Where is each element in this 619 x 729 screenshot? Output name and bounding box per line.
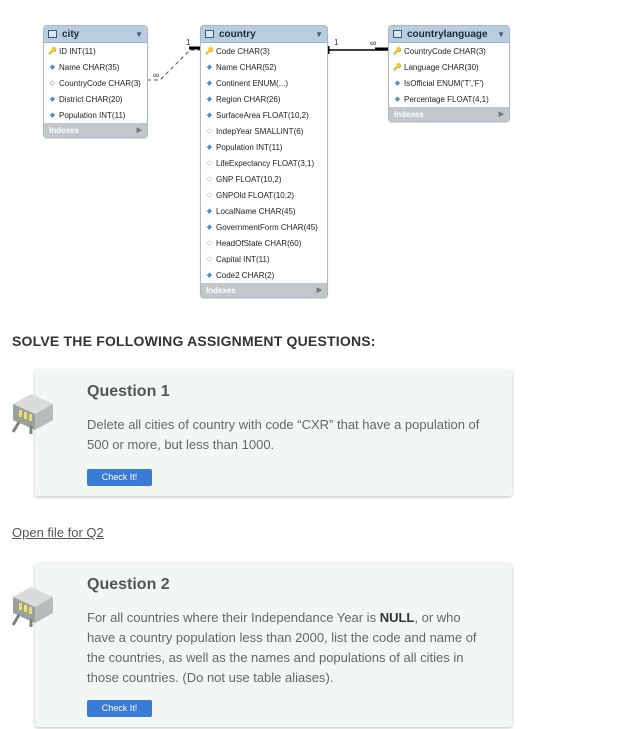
server-illustration-icon: [7, 579, 63, 627]
check-it-button[interactable]: Check It!: [87, 469, 152, 486]
column-row: [201, 123, 327, 139]
column-label: Name CHAR(52): [216, 62, 277, 72]
table-name: countrylanguage: [407, 28, 488, 40]
table-countrylanguage[interactable]: [388, 25, 510, 122]
diamond-icon: ◆: [206, 272, 213, 279]
diamond-icon: ◆: [394, 80, 401, 87]
column-row: [201, 107, 327, 123]
question-text: Delete all cities of country with code “CXR” that have a population of 500 or more, but less than 1000.: [87, 417, 480, 452]
indexes-label: Indexes: [394, 109, 424, 119]
indexes-bar[interactable]: [44, 123, 147, 137]
diamond-icon: ◆: [49, 96, 56, 103]
column-row: [201, 267, 327, 283]
column-row: [201, 235, 327, 251]
diamond-icon: ◆: [206, 96, 213, 103]
column-row: [201, 251, 327, 267]
column-row: [201, 75, 327, 91]
column-row: [201, 139, 327, 155]
column-row: [201, 187, 327, 203]
page-heading: SOLVE THE FOLLOWING ASSIGNMENT QUESTIONS:: [12, 333, 376, 349]
column-row: [201, 43, 327, 59]
diamond-icon: ◆: [206, 224, 213, 231]
column-label: GNP FLOAT(10,2): [216, 174, 282, 184]
column-row: [389, 59, 509, 75]
indexes-label: Indexes: [206, 285, 236, 295]
column-label: Population INT(11): [59, 110, 126, 120]
question-card-1: [35, 370, 512, 496]
question-text-part: , or who have a country population less than 2000, list the code and name of the countries, as well as the names and populations of all cities in those countries. (Do not use table aliases).: [87, 610, 477, 685]
column-label: Code2 CHAR(2): [216, 270, 275, 280]
diamond-outline-icon: ◇: [206, 256, 213, 263]
column-label: CountryCode CHAR(3): [404, 46, 486, 56]
column-label: HeadOfState CHAR(60): [216, 238, 302, 248]
column-label: Region CHAR(26): [216, 94, 281, 104]
column-row: [44, 59, 147, 75]
diamond-icon: ◆: [206, 64, 213, 71]
check-it-button[interactable]: Check It!: [87, 700, 152, 717]
key-icon: 🔑: [393, 64, 402, 71]
column-row: [44, 91, 147, 107]
rel-lang-one: 1: [334, 38, 339, 47]
open-file-link[interactable]: Open file for Q2: [12, 525, 104, 540]
indexes-label: Indexes: [49, 125, 79, 135]
column-row: [44, 75, 147, 91]
question-card-2: [35, 563, 512, 727]
column-label: IndepYear SMALLINT(6): [216, 126, 304, 136]
table-name: country: [219, 28, 256, 40]
table-icon: [393, 30, 402, 38]
column-row: [389, 75, 509, 91]
column-row: [201, 155, 327, 171]
table-header[interactable]: [201, 26, 327, 43]
diamond-icon: ◆: [49, 64, 56, 71]
er-diagram: [0, 0, 619, 310]
column-label: ID INT(11): [59, 46, 96, 56]
column-label: CountryCode CHAR(3): [59, 78, 141, 88]
chevron-down-icon[interactable]: ▼: [497, 29, 505, 39]
question-text: [87, 608, 487, 688]
column-row: [201, 171, 327, 187]
key-icon: 🔑: [393, 48, 402, 55]
question-title: Question 2: [87, 576, 170, 593]
table-icon: [205, 30, 214, 38]
rel-city-many: ∞: [153, 70, 160, 80]
diamond-icon: ◆: [206, 144, 213, 151]
chevron-down-icon[interactable]: ▼: [135, 29, 143, 39]
column-row: [201, 59, 327, 75]
chevron-right-icon: ▶: [316, 287, 322, 294]
column-label: IsOfficial ENUM('T','F'): [404, 78, 484, 88]
column-label: LifeExpectancy FLOAT(3,1): [216, 158, 315, 168]
diamond-outline-icon: ◇: [206, 160, 213, 167]
question-text-bold: NULL: [379, 610, 415, 625]
table-header[interactable]: [389, 26, 509, 43]
key-icon: 🔑: [48, 48, 57, 55]
foreign-key-icon: ◇: [49, 80, 56, 87]
diamond-icon: ◆: [49, 112, 56, 119]
server-illustration-icon: [7, 386, 63, 434]
column-row: [201, 219, 327, 235]
column-label: Percentage FLOAT(4,1): [404, 94, 489, 104]
column-row: [201, 91, 327, 107]
column-label: Name CHAR(35): [59, 62, 120, 72]
diamond-outline-icon: ◇: [206, 240, 213, 247]
column-row: [44, 107, 147, 123]
rel-city-one: 1: [186, 38, 191, 47]
column-row: [389, 91, 509, 107]
column-label: District CHAR(20): [59, 94, 123, 104]
column-label: Continent ENUM(...): [216, 78, 289, 88]
table-country[interactable]: [200, 25, 328, 298]
column-label: Capital INT(11): [216, 254, 270, 264]
question-title: Question 1: [87, 383, 170, 400]
chevron-down-icon[interactable]: ▼: [315, 29, 323, 39]
column-label: GovernmentForm CHAR(45): [216, 222, 318, 232]
column-label: Code CHAR(3): [216, 46, 270, 56]
diamond-icon: ◆: [394, 96, 401, 103]
diamond-outline-icon: ◇: [206, 192, 213, 199]
rel-lang-many: ∞: [370, 38, 377, 48]
diamond-icon: ◆: [206, 112, 213, 119]
column-label: GNPOld FLOAT(10,2): [216, 190, 295, 200]
indexes-bar[interactable]: [389, 107, 509, 121]
chevron-right-icon: ▶: [136, 127, 142, 134]
question-text-part: For all countries where their Independance Year is: [87, 610, 380, 625]
diamond-icon: ◆: [206, 80, 213, 87]
column-label: Language CHAR(30): [404, 62, 479, 72]
diamond-icon: ◆: [206, 208, 213, 215]
indexes-bar[interactable]: [201, 283, 327, 297]
diamond-outline-icon: ◇: [206, 176, 213, 183]
table-header[interactable]: [44, 26, 147, 43]
table-name: city: [62, 28, 80, 40]
table-city[interactable]: [43, 25, 148, 138]
column-label: LocalName CHAR(45): [216, 206, 296, 216]
chevron-right-icon: ▶: [498, 111, 504, 118]
column-label: SurfaceArea FLOAT(10,2): [216, 110, 309, 120]
column-label: Population INT(11): [216, 142, 283, 152]
key-icon: 🔑: [205, 48, 214, 55]
table-icon: [48, 30, 57, 38]
column-row: [389, 43, 509, 59]
diamond-outline-icon: ◇: [206, 128, 213, 135]
column-row: [44, 43, 147, 59]
column-row: [201, 203, 327, 219]
